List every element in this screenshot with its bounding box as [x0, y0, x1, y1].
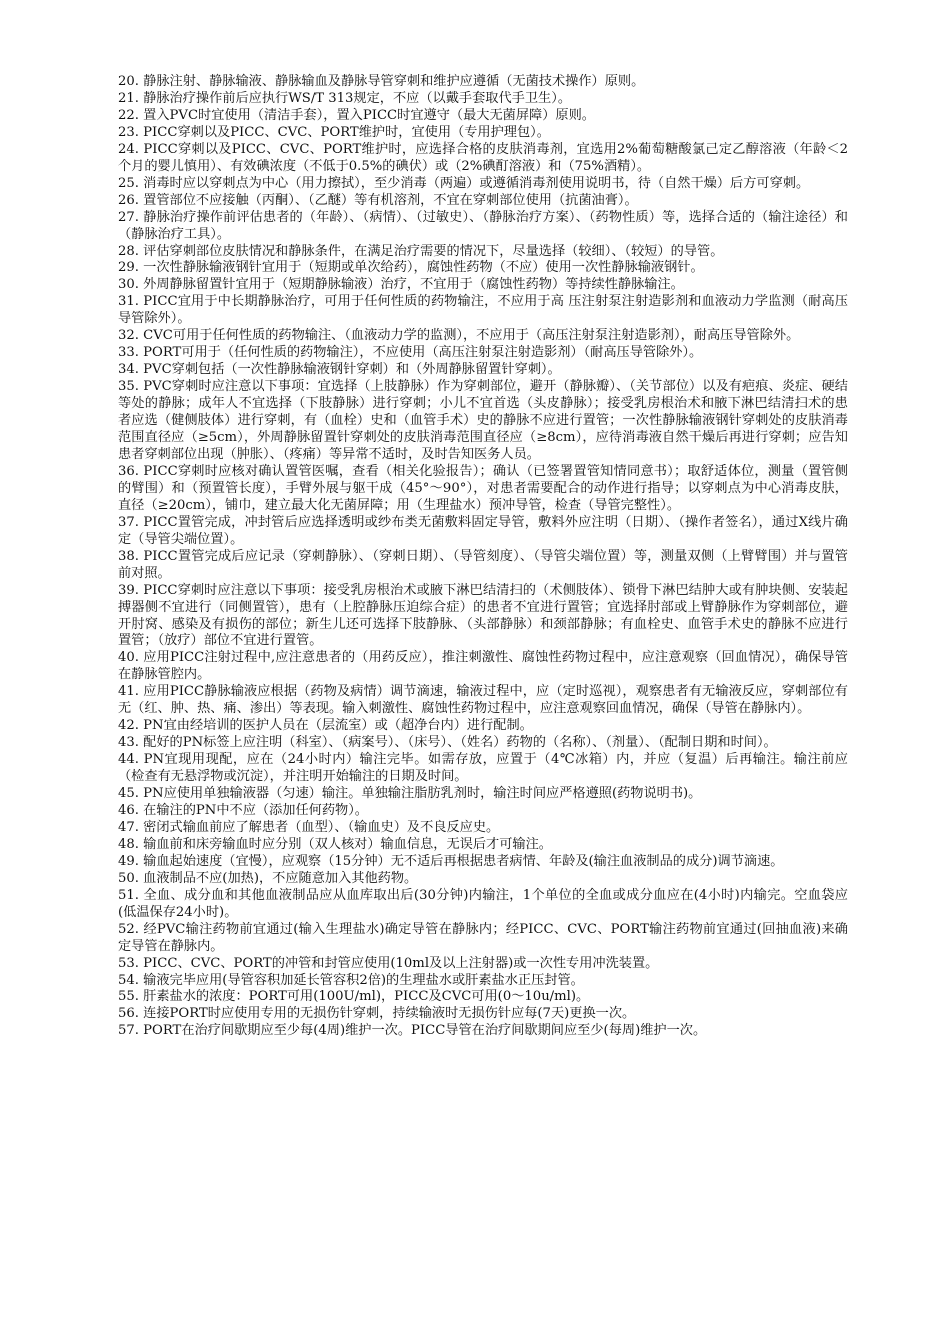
list-item: [118, 549, 848, 583]
item-number: 46.: [118, 802, 139, 818]
item-text: PORT可用于（任何性质的药物输注），不应使用（高压注射泵注射造影剂）（耐高压导管除外）。: [138, 345, 703, 361]
item-text: 评估穿刺部位皮肤情况和静脉条件，在满足治疗需要的情况下，尽量选择（较细）、（较短）的导管。: [138, 243, 724, 259]
item-number: 25.: [118, 175, 139, 191]
list-item: [118, 650, 848, 684]
item-text: 置管部位不应接触（丙酮）、（乙醚）等有机溶剂，不宜在穿刺部位使用（抗菌油膏）。: [138, 192, 638, 208]
item-text: PN宜现用现配，应在（24小时内）输注完毕。如需存放，应置于（4℃冰箱）内，并应（复温）后再输注。输注前应（检查有无悬浮物或沉淀），并注明开始输注的日期及时间。: [118, 752, 848, 785]
item-number: 50.: [118, 870, 139, 886]
list-item: [118, 142, 848, 176]
item-text: PICC宜用于中长期静脉治疗，可用于任何性质的药物输注，不应用于高 压注射泵注射造影剂和血液动力学监测（耐高压导管除外）。: [118, 294, 848, 327]
item-number: 23.: [118, 124, 139, 140]
item-text: 配好的PN标签上应注明（科室）、（病案号）、（床号）、（姓名）药物的（名称）、（剂量）、（配制日期和时间）。: [138, 735, 777, 751]
item-text: PORT在治疗间歇期应至少每(4周)维护一次。PICC导管在治疗间歇期间应至少(每周)维护一次。: [138, 1023, 707, 1039]
item-number: 39.: [118, 582, 139, 598]
item-text: 输液完毕应用(导管容积加延长管容积2倍)的生理盐水或肝素盐水正压封管。: [138, 972, 584, 988]
item-number: 21.: [118, 90, 139, 106]
list-item: [118, 464, 848, 515]
item-number: 31.: [118, 294, 139, 310]
item-text: 血液制品不应(加热)，不应随意加入其他药物。: [138, 870, 418, 886]
item-number: 57.: [118, 1023, 139, 1039]
list-item: [118, 379, 848, 464]
list-item: [118, 1006, 848, 1023]
item-number: 52.: [118, 921, 139, 937]
item-text: 一次性静脉输液钢针宜用于（短期或单次给药），腐蚀性药物（不应）使用一次性静脉输液钢针。: [138, 260, 704, 276]
item-number: 53.: [118, 955, 139, 971]
list-item: [118, 74, 848, 91]
list-item: [118, 345, 848, 362]
item-text: 在输注的PN中不应（添加任何药物）。: [138, 802, 368, 818]
item-number: 54.: [118, 972, 139, 988]
item-text: 消毒时应以穿刺点为中心（用力擦拭），至少消毒（两遍）或遵循消毒剂使用说明书，待（自然干燥）后方可穿刺。: [138, 175, 810, 191]
list-item: [118, 583, 848, 651]
list-item: [118, 108, 848, 125]
item-text: 密闭式输血前应了解患者（血型）、（输血史）及不良反应史。: [138, 819, 500, 835]
item-text: 输血起始速度（宜慢），应观察（15分钟）无不适后再根据患者病情、年龄及(输注血液制品的成分)调节滴速。: [138, 853, 784, 869]
list-item: [118, 922, 848, 956]
list-item: [118, 515, 848, 549]
list-item: [118, 260, 848, 277]
list-item: [118, 244, 848, 261]
item-number: 36.: [118, 463, 139, 479]
item-number: 41.: [118, 684, 139, 700]
list-item: [118, 277, 848, 294]
list-item: [118, 854, 848, 871]
list-item: [118, 989, 848, 1006]
item-number: 38.: [118, 548, 139, 564]
list-item: [118, 718, 848, 735]
item-number: 32.: [118, 328, 139, 344]
list-item: [118, 294, 848, 328]
item-number: 40.: [118, 650, 139, 666]
list-item: [118, 820, 848, 837]
item-text: 静脉注射、静脉输液、静脉输血及静脉导管穿刺和维护应遵循（无菌技术操作）原则。: [138, 74, 645, 89]
item-text: PICC置管完成后应记录（穿刺静脉）、（穿刺日期）、（导管刻度）、（导管尖端位置）等，测量双侧（上臂臂围）并与置管前对照。: [118, 548, 848, 581]
list-item: [118, 193, 848, 210]
list-item: [118, 735, 848, 752]
list-item: [118, 956, 848, 973]
item-number: 45.: [118, 786, 139, 802]
item-number: 43.: [118, 735, 139, 751]
item-number: 33.: [118, 345, 139, 361]
item-number: 35.: [118, 379, 139, 395]
item-text: PICC、CVC、PORT的冲管和封管应使用(10ml及以上注射器)或一次性专用冲洗装置。: [138, 955, 659, 971]
item-number: 55.: [118, 989, 139, 1005]
item-number: 48.: [118, 836, 139, 852]
list-item: [118, 837, 848, 854]
item-number: 56.: [118, 1006, 139, 1022]
item-number: 42.: [118, 718, 139, 734]
item-text: PVC穿刺时应注意以下事项：宜选择（上肢静脉）作为穿刺部位，避开（静脉瓣）、（关节部位）以及有疤痕、炎症、硬结等处的静脉；成年人不宜选择（下肢静脉）进行穿刺；小儿不宜首选（头皮静脉）；接受乳房根治术和腋下淋巴结清扫术的患者应选（健侧肢体）进行穿刺，有（血栓）史和（血管手术）史的静脉不应进行置管；一次性静脉输液钢针穿刺处的皮肤消毒范围直径应（≥5cm），外周静脉留置针穿刺处的皮肤消毒范围直径应（≥8cm），应待消毒液自然干燥后再进行穿刺；应告知患者穿刺部位出现（肿胀）、（疼痛）等异常不适时，及时告知医务人员。: [118, 379, 848, 462]
item-text: PICC置管完成，冲封管后应选择透明或纱布类无菌敷料固定导管，敷料外应注明（日期）、（操作者签名），通过X线片确定（导管尖端位置）。: [118, 514, 848, 547]
item-number: 47.: [118, 819, 139, 835]
list-item: [118, 91, 848, 108]
item-text: 静脉治疗操作前评估患者的（年龄）、（病情）、（过敏史）、（静脉治疗方案）、（药物性质）等，选择合适的（输注途径）和（静脉治疗工具）。: [118, 209, 848, 242]
item-text: 应用PICC注射过程中,应注意患者的（用药反应），推注刺激性、腐蚀性药物过程中，应注意观察（回血情况），确保导管在静脉管腔内。: [118, 650, 848, 683]
item-text: PN宜由经培训的医护人员在（层流室）或（超净台内）进行配制。: [138, 718, 533, 734]
item-text: PICC穿刺以及PICC、CVC、PORT维护时，宜使用（专用护理包）。: [138, 124, 550, 140]
item-text: CVC可用于任何性质的药物输注、（血液动力学的监测），不应用于（高压注射泵注射造影剂），耐高压导管除外。: [138, 328, 800, 344]
item-text: 置入PVC时宜使用（清洁手套），置入PICC时宜遵守（最大无菌屏障）原则。: [138, 107, 595, 123]
item-text: 全血、成分血和其他血液制品应从血库取出后(30分钟)内输注，1个单位的全血或成分血应在(4小时)内输完。空血袋应(低温保存24小时)。: [118, 887, 848, 920]
item-number: 34.: [118, 362, 139, 378]
list-item: [118, 1023, 848, 1040]
item-text: PICC穿刺时应注意以下事项：接受乳房根治术或腋下淋巴结清扫的（术侧肢体）、锁骨下淋巴结肿大或有肿块侧、安装起搏器侧不宜进行（同侧置管），患有（上腔静脉压迫综合症）的患者不宜进行置管；宜选择肘部或上臂静脉作为穿刺部位，避开肘窝、感染及有损伤的部位；新生儿还可选择下肢静脉、（头部静脉）和颈部静脉；有血栓史、血管手术史的静脉不应进行置管；（放疗）部位不宜进行置管。: [118, 582, 848, 649]
item-number: 24.: [118, 141, 139, 157]
item-number: 51.: [118, 887, 139, 903]
item-number: 22.: [118, 107, 139, 123]
item-text: PVC穿刺包括（一次性静脉输液钢针穿刺）和（外周静脉留置针穿刺）。: [138, 362, 561, 378]
item-number: 29.: [118, 260, 139, 276]
list-item: [118, 752, 848, 786]
list-item: [118, 871, 848, 888]
item-text: 应用PICC静脉输液应根据（药物及病情）调节滴速，输液过程中，应（定时巡视），观察患者有无输液反应，穿刺部位有无（红、肿、热、痛、渗出）等表现。输入刺激性、腐蚀性药物过程中，应注意观察回血情况，确保（导管在静脉内）。: [118, 684, 848, 717]
list-item: [118, 176, 848, 193]
item-number: 20.: [118, 74, 139, 89]
item-text: 输血前和床旁输血时应分别（双人核对）输血信息，无误后才可输注。: [138, 836, 552, 852]
item-text: PICC穿刺时应核对确认置管医嘱，查看（相关化验报告）；确认（已签署置管知情同意书）；取舒适体位，测量（置管侧的臂围）和（预置管长度），手臂外展与躯干成（45°～90°），对患者需要配合的动作进行指导；以穿刺点为中心消毒皮肤，直径（≥20cm），铺巾，建立最大化无菌屏障；用（生理盐水）预冲导管，检查（导管完整性）。: [118, 463, 848, 513]
item-number: 49.: [118, 853, 139, 869]
item-text: 肝素盐水的浓度：PORT可用(100U/ml)，PICC及CVC可用(0～10u/ml)。: [138, 989, 590, 1005]
item-text: 静脉治疗操作前后应执行WS/T 313规定，不应（以戴手套取代手卫生）。: [138, 90, 572, 106]
item-number: 28.: [118, 243, 139, 259]
item-number: 30.: [118, 277, 139, 293]
list-item: [118, 362, 848, 379]
list-item: [118, 210, 848, 244]
item-number: 44.: [118, 752, 139, 768]
item-number: 27.: [118, 209, 139, 225]
list-item: [118, 888, 848, 922]
item-text: 连接PORT时应使用专用的无损伤针穿刺，持续输液时无损伤针应每(7天)更换一次。: [138, 1006, 636, 1022]
item-text: PICC穿刺以及PICC、CVC、PORT维护时，应选择合格的皮肤消毒剂，宜选用2%葡萄糖酸氯己定乙醇溶液（年龄＜2个月的婴儿慎用）、有效碘浓度（不低于0.5%的碘伏）或（2%碘酊溶液）和（75%酒精）。: [118, 141, 848, 174]
item-number: 26.: [118, 192, 139, 208]
item-text: 经PVC输注药物前宜通过(输入生理盐水)确定导管在静脉内；经PICC、CVC、PORT输注药物前宜通过(回抽血液)来确定导管在静脉内。: [118, 921, 848, 954]
list-item: [118, 328, 848, 345]
list-item: [118, 786, 848, 803]
list-item: [118, 803, 848, 820]
item-text: PN应使用单独输液器（匀速）输注。单独输注脂肪乳剂时，输注时间应严格遵照(药物说明书)。: [138, 786, 702, 802]
list-item: [118, 684, 848, 718]
list-item: [118, 125, 848, 142]
item-number: 37.: [118, 514, 139, 530]
list-item: [118, 973, 848, 990]
item-text: 外周静脉留置针宜用于（短期静脉输液）治疗，不宜用于（腐蚀性药物）等持续性静脉输注。: [138, 277, 684, 293]
document-body: [118, 74, 848, 1040]
